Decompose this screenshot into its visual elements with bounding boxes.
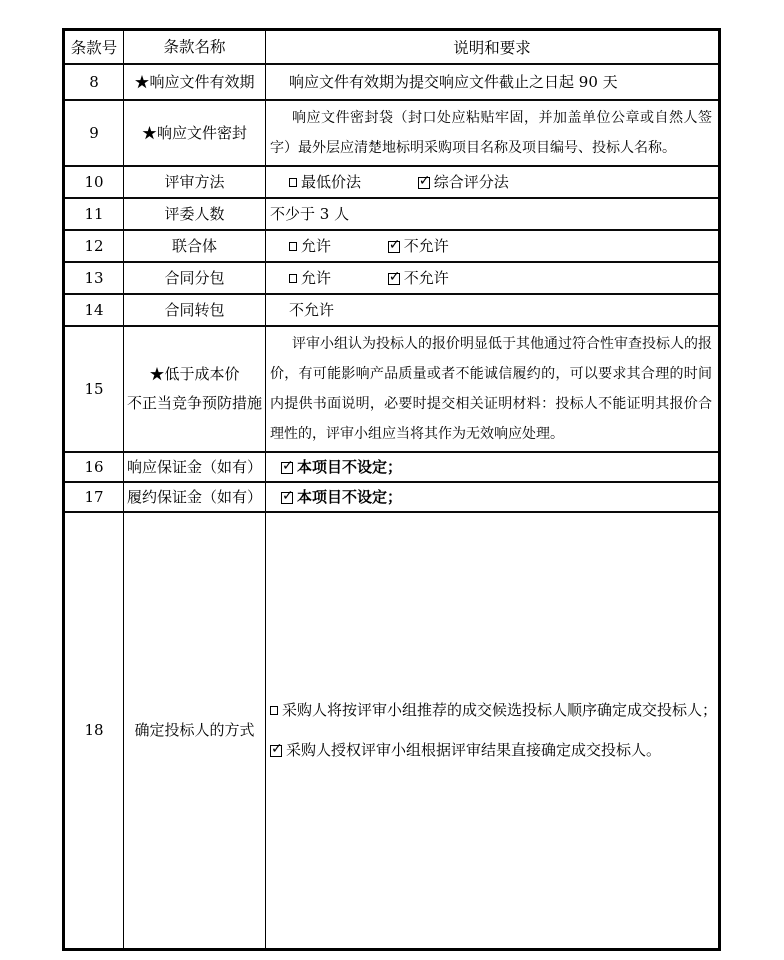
clause-desc-cell <box>266 482 720 512</box>
table-row-12 <box>64 230 720 262</box>
option-not-allowed <box>388 269 449 287</box>
clause-desc-paragraph: 响应文件密封袋（封口处应粘贴牢固，并加盖单位公章或自然人签字）最外层应清楚地标明采购项目名称及项目编号、投标人名称。 <box>270 109 712 156</box>
clause-name-cell: 响应保证金（如有） <box>124 452 266 482</box>
table-row-13 <box>64 262 720 294</box>
clause-desc-text: 不少于 3 人 <box>270 205 350 223</box>
checkbox-checked-icon <box>281 462 293 474</box>
table-row-16 <box>64 452 720 482</box>
clause-name-cell: ★响应文件有效期 <box>124 64 266 100</box>
table-row-11 <box>64 198 720 230</box>
clause-name-cell: ★响应文件密封 <box>124 100 266 166</box>
checkbox-checked-icon <box>281 492 293 504</box>
checkbox-checked-icon <box>388 273 400 285</box>
checkbox-checked-icon <box>270 745 282 757</box>
table-row-14 <box>64 294 720 326</box>
option-label: 综合评分法 <box>433 173 509 191</box>
clause-desc-text: 响应文件有效期为提交响应文件截止之日起 90 天 <box>289 73 618 91</box>
clause-number-cell: 9 <box>64 100 124 166</box>
clauses-table <box>62 28 721 951</box>
clause-name-cell: 确定投标人的方式 <box>124 512 266 950</box>
option-label: 允许 <box>301 269 332 287</box>
clause-desc-cell <box>266 512 720 950</box>
clause-desc-cell <box>266 262 720 294</box>
option-label: 不允许 <box>403 269 449 287</box>
option-allowed <box>289 269 331 287</box>
clause-number-cell: 18 <box>64 512 124 950</box>
option-lowest-price <box>289 173 361 191</box>
clause-number-cell: 10 <box>64 166 124 198</box>
table-row-15 <box>64 326 720 452</box>
clause-name-cell: 联合体 <box>124 230 266 262</box>
clause-desc-cell <box>266 294 720 326</box>
option-by-candidate-order <box>270 690 718 730</box>
option-label: 采购人将按评审小组推荐的成交候选投标人顺序确定成交投标人； <box>282 701 718 720</box>
clause-desc-paragraph: 评审小组认为投标人的报价明显低于其他通过符合性审查投标人的报价，有可能影响产品质量或者不能诚信履约的，可以要求其合理的时间内提供书面说明，必要时提交相关证明材料：投标人不能证明其报价合理性的，评审小组应当将其作为无效响应处理。 <box>270 335 712 442</box>
clause-name-cell: 评委人数 <box>124 198 266 230</box>
option-label: 本项目不设定； <box>297 458 403 476</box>
clause-number-cell: 8 <box>64 64 124 100</box>
clause-name-line2: 不正当竞争预防措施 <box>126 393 262 412</box>
clause-desc-cell <box>266 166 720 198</box>
table-header-row <box>64 30 720 64</box>
clause-desc-cell <box>266 64 720 100</box>
clause-number-cell: 14 <box>64 294 124 326</box>
clause-number-cell: 16 <box>64 452 124 482</box>
clause-number-cell: 13 <box>64 262 124 294</box>
option-allowed <box>289 237 331 255</box>
clause-name-line1: ★低于成本价 <box>149 364 240 383</box>
clause-desc-cell <box>266 198 720 230</box>
table-row-10 <box>64 166 720 198</box>
clause-name-cell: 合同分包 <box>124 262 266 294</box>
header-clause-name: 条款名称 <box>124 30 266 64</box>
checkbox-unchecked-icon <box>289 274 297 283</box>
checkbox-checked-icon <box>388 241 400 253</box>
option-label: 本项目不设定； <box>297 488 403 506</box>
option-label: 最低价法 <box>301 173 362 191</box>
clause-name-cell: 评审方法 <box>124 166 266 198</box>
clause-desc-text: 不允许 <box>289 301 335 319</box>
clause-desc-cell <box>266 230 720 262</box>
clause-desc-cell <box>266 452 720 482</box>
option-label: 采购人授权评审小组根据评审结果直接确定成交投标人。 <box>286 741 662 760</box>
clause-number-cell: 12 <box>64 230 124 262</box>
option-authorize-review-panel <box>270 730 712 770</box>
table-row-17 <box>64 482 720 512</box>
header-clause-number: 条款号 <box>64 30 124 64</box>
table-row-9 <box>64 100 720 166</box>
clause-name-cell <box>124 326 266 452</box>
clause-desc-cell <box>266 100 720 166</box>
table-row-18 <box>64 512 720 950</box>
header-description: 说明和要求 <box>266 30 720 64</box>
option-label: 不允许 <box>403 237 449 255</box>
option-comprehensive-scoring <box>418 173 509 191</box>
checkbox-unchecked-icon <box>270 706 278 715</box>
option-not-allowed <box>388 237 449 255</box>
clause-name-cell: 履约保证金（如有） <box>124 482 266 512</box>
table-row-8 <box>64 64 720 100</box>
clause-desc-cell <box>266 326 720 452</box>
option-not-set <box>281 458 402 476</box>
option-label: 允许 <box>301 237 332 255</box>
checkbox-checked-icon <box>418 177 430 189</box>
checkbox-unchecked-icon <box>289 242 297 251</box>
clause-number-cell: 11 <box>64 198 124 230</box>
clause-number-cell: 17 <box>64 482 124 512</box>
option-not-set <box>281 488 402 506</box>
clause-number-cell: 15 <box>64 326 124 452</box>
checkbox-unchecked-icon <box>289 178 297 187</box>
clause-name-cell: 合同转包 <box>124 294 266 326</box>
